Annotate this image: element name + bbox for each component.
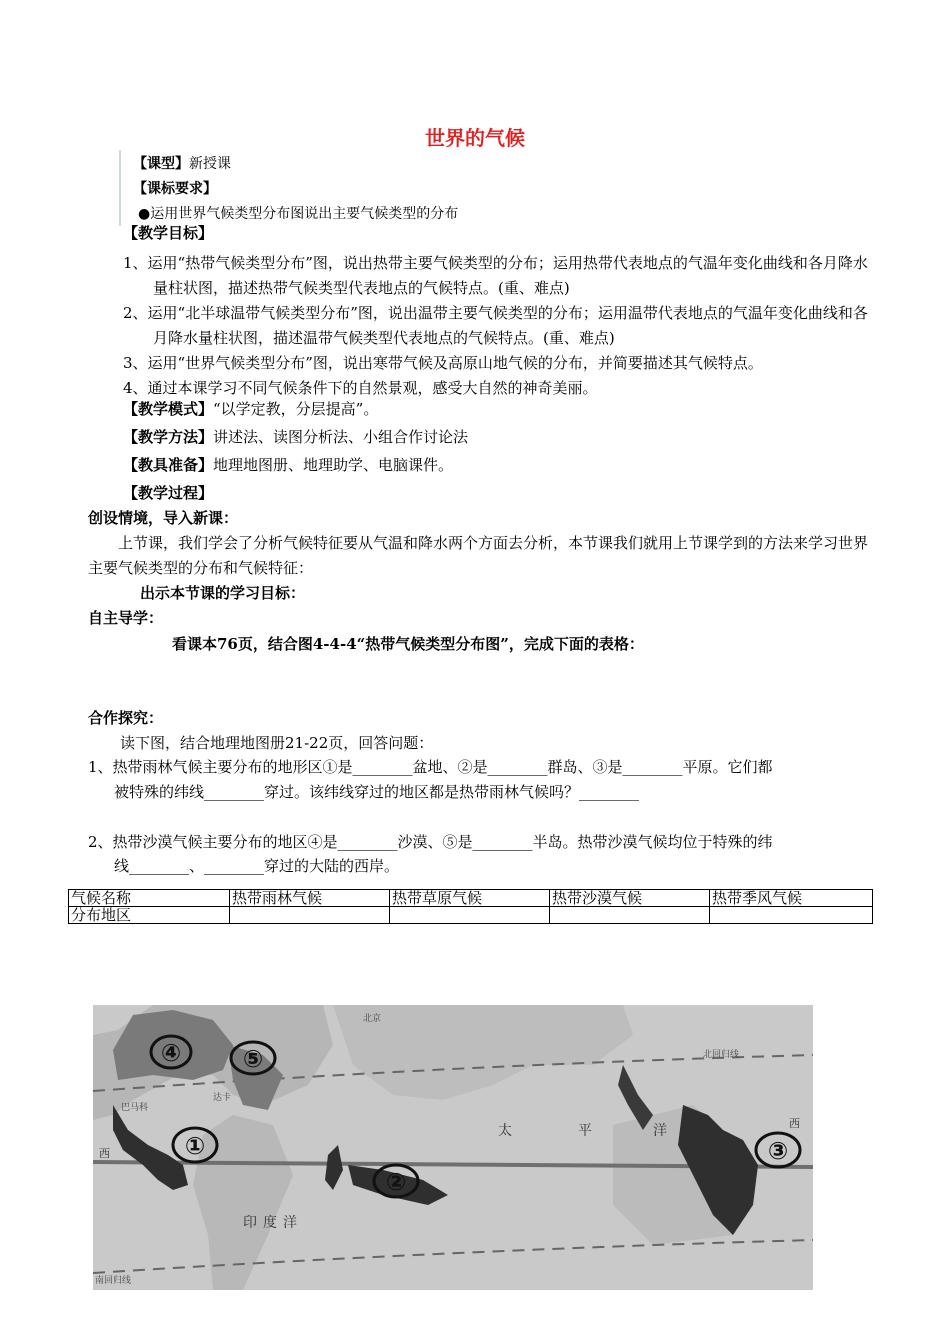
table-cell[interactable] xyxy=(550,907,710,924)
marker-1-label: ① xyxy=(184,1132,206,1160)
objective-2-text: 2、运用“北半球温带气候类型分布”图，说出温带主要气候类型的分布；运用温带代表地点的气温年变化曲线和各月降水量柱状图，描述温带气候类型代表地点的气候特点。(重、难点) xyxy=(123,304,868,347)
map-west-label-left: 西 xyxy=(99,1147,110,1160)
mode-text: “以学定教，分层提高”。 xyxy=(213,400,379,418)
process-label: 【教学过程】 xyxy=(123,484,214,502)
table-header-cell: 热带沙漠气候 xyxy=(550,890,710,907)
city-label-a: 巴马科 xyxy=(121,1103,149,1113)
question-2-line-1: 2、热带沙漠气候主要分布的地区④是________沙漠、⑤是________半岛。热带沙漠气候均位于特殊的纬 xyxy=(88,833,773,851)
lesson-type-value: 新授课 xyxy=(189,156,231,172)
objective-4-text: 4、通过本课学习不同气候条件下的自然景观，感受大自然的神奇美丽。 xyxy=(123,379,598,397)
question-1-line-1: 1、热带雨林气候主要分布的地形区①是________盆地、②是________群岛、③是________平原。它们都 xyxy=(88,758,773,776)
method-label: 【教学方法】 xyxy=(123,428,214,446)
mode-label: 【教学模式】 xyxy=(123,400,214,418)
table-header-cell: 热带雨林气候 xyxy=(230,890,390,907)
cooperate-text: 读下图，结合地理地图册21-22页，回答问题： xyxy=(120,734,434,752)
table-header-cell: 热带草原气候 xyxy=(390,890,550,907)
city-label-b: 达卡 xyxy=(213,1093,232,1103)
tropic-north-label: 北回归线 xyxy=(703,1050,740,1060)
intro-heading: 创设情境，导入新课： xyxy=(88,509,239,527)
table-cell[interactable] xyxy=(390,907,550,924)
objective-1-text: 1、运用“热带气候类型分布”图，说出热带主要气候类型的分布；运用热带代表地点的气温年变化曲线和各月降水量柱状图，描述热带气候类型代表地点的气候特点。(重、难点) xyxy=(123,254,868,297)
cooperate-heading: 合作探究： xyxy=(88,709,164,727)
marker-5-label: ⑤ xyxy=(242,1045,264,1073)
climate-table xyxy=(68,889,873,924)
standard-label: 【课标要求】 xyxy=(133,181,217,197)
page-title: 世界的气候 xyxy=(425,126,525,150)
lesson-type xyxy=(133,153,231,173)
standard-text: ●运用世界气候类型分布图说出主要气候类型的分布 xyxy=(138,206,459,222)
indian-ocean-label: 印度洋 xyxy=(243,1215,303,1231)
pacific-label-3: 洋 xyxy=(653,1123,667,1139)
lesson-type-label: 【课型】 xyxy=(133,156,189,172)
objective-3 xyxy=(123,351,868,376)
question-2-line-2: 线________、________穿过的大陆的西岸。 xyxy=(114,857,400,875)
objectives-label: 【教学目标】 xyxy=(123,224,214,242)
table-row xyxy=(69,907,873,924)
marker-4-label: ④ xyxy=(160,1039,182,1067)
table-cell[interactable] xyxy=(710,907,873,924)
tropical-climate-map xyxy=(93,1005,813,1290)
table-cell[interactable] xyxy=(230,907,390,924)
marker-2-label: ② xyxy=(385,1168,407,1196)
table-header-cell: 热带季风气候 xyxy=(710,890,873,907)
objective-1 xyxy=(123,251,868,301)
objective-2 xyxy=(123,301,868,351)
table-row-label: 分布地区 xyxy=(69,907,230,924)
table-header-cell: 气候名称 xyxy=(69,890,230,907)
teaching-method xyxy=(123,426,468,447)
map-west-label-right: 西 xyxy=(789,1117,800,1130)
city-label-c: 北京 xyxy=(363,1014,382,1024)
marker-3-label: ③ xyxy=(767,1137,789,1165)
method-text: 讲述法、读图分析法、小组合作讨论法 xyxy=(213,428,469,446)
intro-text: 上节课，我们学会了分析气候特征要从气温和降水两个方面去分析，本节课我们就用上节课学到的方法来学习世界主要气候类型的分布和气候特征： xyxy=(88,534,869,577)
teaching-mode xyxy=(123,398,378,419)
table-row xyxy=(69,890,873,907)
self-study-text: 看课本76页，结合图4-4-4“热带气候类型分布图”，完成下面的表格： xyxy=(172,635,644,653)
pacific-label-2: 平 xyxy=(578,1123,592,1139)
objective-3-text: 3、运用“世界气候类型分布”图，说出寒带气候及高原山地气候的分布，并简要描述其气候特点。 xyxy=(123,354,763,372)
question-1-line-2: 被特殊的纬线________穿过。该纬线穿过的地区都是热带雨林气候吗？________ xyxy=(114,783,640,801)
tropic-south-label: 南回归线 xyxy=(95,1276,132,1286)
tools-text: 地理地图册、地理助学、电脑课件。 xyxy=(213,456,454,474)
teaching-tools xyxy=(123,454,453,475)
tools-label: 【教具准备】 xyxy=(123,456,214,474)
pacific-label-1: 太 xyxy=(498,1123,512,1139)
self-study-heading: 自主导学： xyxy=(88,609,164,627)
intro-goal: 出示本节课的学习目标： xyxy=(140,584,306,602)
